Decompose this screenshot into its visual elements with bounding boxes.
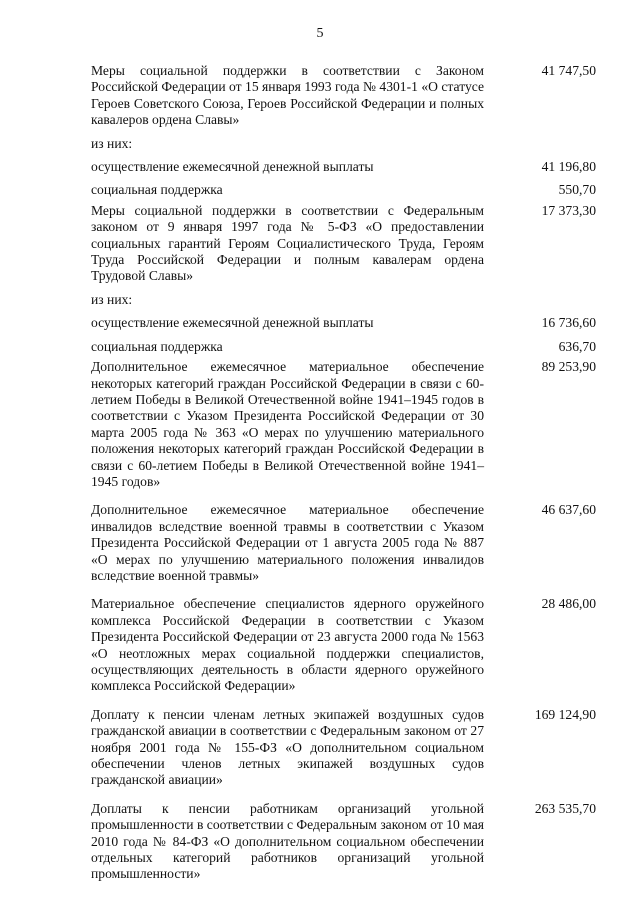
item-description: Материальное обеспечение специалистов ядерного оружейного комплекса Российской Федерации в соответствии с Указом Президента Российской Федерации от 23 августа 2000 года № 1563 «О неотложных мерах социальной поддержки специалистов, осуществляющих деятельность в области ядерного оружейного комплекса Российской Федерации» — [91, 596, 484, 694]
table-row — [91, 315, 596, 331]
table-row — [91, 159, 596, 175]
item-amount: 89 253,90 — [541, 359, 596, 375]
item-description: Меры социальной поддержки в соответствии с Законом Российской Федерации от 15 января 1993 года № 4301-1 «О статусе Героев Советского Союза, Героев Российской Федерации и полных кавалеров ордена Славы» — [91, 63, 484, 128]
item-amount: 636,70 — [558, 338, 596, 354]
item-amount: 46 637,60 — [541, 502, 596, 518]
item-amount: 41 747,50 — [541, 63, 596, 78]
item-amount: 169 124,90 — [534, 706, 596, 722]
item-description: Доплаты к пенсии работникам организаций угольной промышленности в соответствии с Федеральным законом от 10 мая 2010 года № 84-ФЗ «О дополнительном социальном обеспечении отдельных категорий работников организаций угольной промышленности» — [91, 800, 484, 882]
item-amount: 28 486,00 — [541, 596, 596, 612]
item-amount: 17 373,30 — [541, 202, 596, 218]
item-description: социальная поддержка — [91, 338, 223, 354]
item-description: Дополнительное ежемесячное материальное обеспечение инвалидов вследствие военной травмы в соответствии с Указом Президента Российской Федерации от 1 августа 2005 года № 887 «О мерах по улучшению материального положения инвалидов вследствие военной травмы» — [91, 502, 484, 583]
table-row — [91, 136, 596, 152]
table-row — [91, 339, 596, 355]
table-row — [91, 502, 596, 584]
budget-items-table — [91, 63, 596, 883]
item-amount: 41 196,80 — [541, 159, 596, 175]
table-row — [91, 182, 596, 198]
table-row — [91, 801, 596, 883]
page-number: 5 — [316, 26, 324, 41]
table-row — [91, 596, 596, 694]
table-row — [91, 292, 596, 308]
item-description: осуществление ежемесячной денежной выплаты — [91, 315, 374, 331]
table-row — [91, 63, 596, 129]
item-amount: 550,70 — [558, 182, 596, 198]
item-description: Меры социальной поддержки в соответствии с Федеральным законом от 9 января 1997 года № 5-ФЗ «О предоставлении социальных гарантий Героям Социалистического Труда, Героям Труда Российской Федерации и полным кавалерам ордена Трудовой Славы» — [91, 202, 484, 284]
item-description: социальная поддержка — [91, 182, 223, 198]
item-description: из них: — [91, 291, 133, 307]
item-amount: 16 736,60 — [541, 315, 596, 331]
table-row — [91, 707, 596, 789]
table-row — [91, 359, 596, 490]
item-description: Доплату к пенсии членам летных экипажей воздушных судов гражданской авиации в соответствии с Федеральным законом от 27 ноября 2001 года № 155-ФЗ «О дополнительном социальном обеспечении членов летных экипажей воздушных судов гражданской авиации» — [91, 706, 484, 788]
item-amount: 263 535,70 — [534, 800, 596, 816]
item-description: Дополнительное ежемесячное материальное обеспечение некоторых категорий граждан Российской Федерации в связи с 60-летием Победы в Великой Отечественной войне 1941–1945 годов в соответствии с Указом Президента Российской Федерации от 30 марта 2005 года № 363 «О мерах по улучшению материального положения некоторых категорий граждан Российской Федерации в связи с 60-летием Победы в Великой Отечественной войне 1941–1945 годов» — [91, 359, 484, 489]
item-description: из них: — [91, 135, 133, 151]
table-row — [91, 203, 596, 285]
item-description: осуществление ежемесячной денежной выплаты — [91, 159, 374, 175]
